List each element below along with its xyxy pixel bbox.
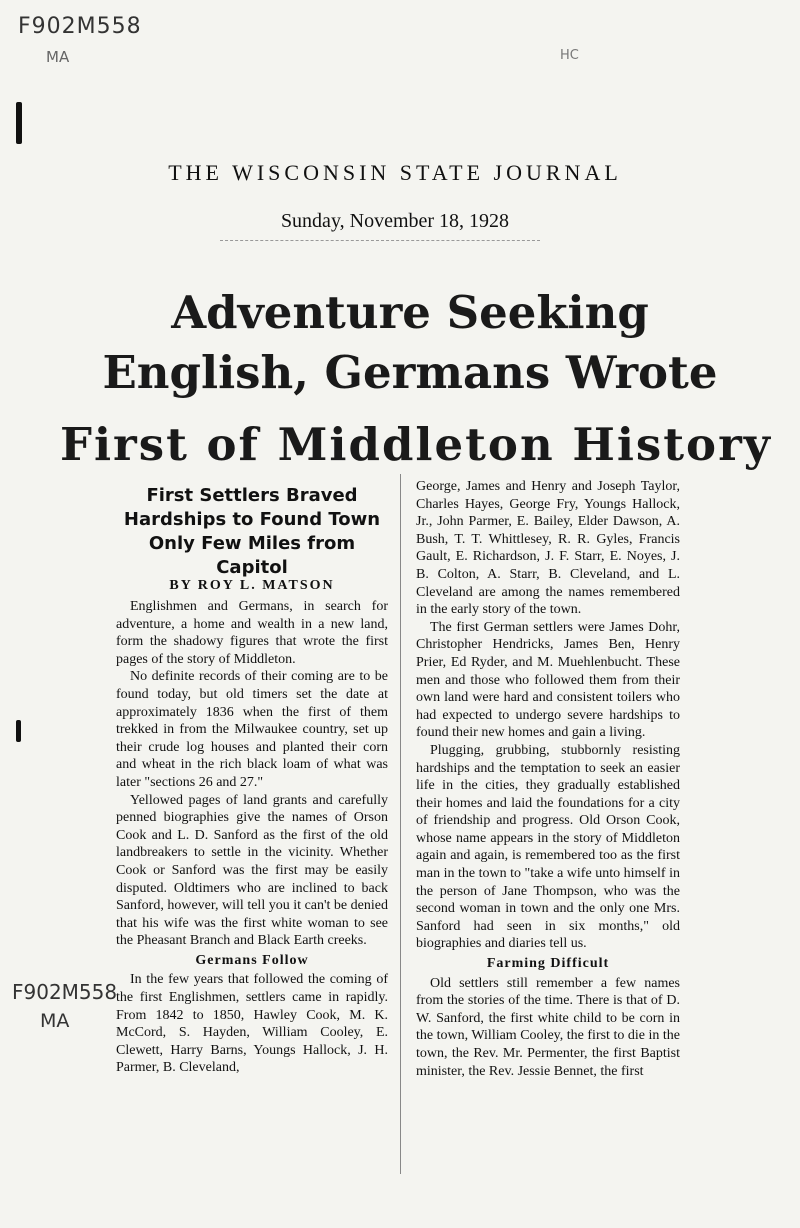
paragraph: Englishmen and Germans, in search for adventure, a home and wealth in a new land, form the shadowy figures that wrote the first pages of the story of Middleton. xyxy=(116,599,388,667)
scan-edge-mark xyxy=(16,720,21,742)
headline-line-1: Adventure Seeking xyxy=(171,286,649,339)
publication-date: Sunday, November 18, 1928 xyxy=(280,210,510,232)
paragraph: Yellowed pages of land grants and carefully penned biographies give the names of Orson Cook and L. D. Sanford as the first of the old landbreakers to settle in the vicinity. Whether Cook or Sanford was the first may be easily disputed. Oldtimers who are inclined to back Sanford, however, will tell you it can't be denied that his wife was the first white woman to see the Pheasant Branch and Black Earth creeks. xyxy=(116,792,388,949)
paragraph: Plugging, grubbing, stubbornly resisting hardships and the temptation to seek an easier life in the cities, they gradually established their homes and laid the foundations for a city of friendship and progress. Old Orson Cook, whose name appears in the story of Middleton again and again, is remembered too as the first man in the town to "take a wife unto himself in the person of Jane Thompson, who was the second woman in town and the only one Mrs. Sanford had seen in six months," old biographies and diaries tell us. xyxy=(416,742,680,952)
paragraph: In the few years that followed the coming of the first Englishmen, settlers came in rapidly. From 1842 to 1850, Hawley Cook, M. K. McCord, S. Hayden, William Cooley, E. Clewett, Harry Barns, Youngs Hallock, J. H. Parmer, B. Cleveland, xyxy=(116,972,388,1076)
paragraph: The first German settlers were James Dohr, Christopher Hendricks, James Ben, Henry Prier, Ed Ryder, and M. Muehlenbucht. These men and those who followed them from their own land were hard and consistent toilers who had expected to undergo severe hardships to found their new homes and gain a living. xyxy=(416,619,680,741)
newspaper-masthead: THE WISCONSIN STATE JOURNAL xyxy=(168,160,622,185)
paragraph: George, James and Henry and Joseph Taylor, Charles Hayes, George Fry, Youngs Hallock, Jr., John Parmer, E. Bailey, Elder Dawson, A. Bush, T. T. Whittlesey, R. R. Gyles, Francis Gault, E. Richardson, J. F. Starr, E. Noyes, J. B. Colton, A. Starr, B. Cleveland, and L. Cleveland are among the names remembered in the early story of the town. xyxy=(416,479,680,618)
paragraph: No definite records of their coming are to be found today, but old timers set the date at approximately 1836 when the first of them trekked in from the Milwaukee country, set up their crude log houses and planted their corn and wheat in the rich black loam of what was later "sections 26 and 27." xyxy=(116,669,388,790)
section-heading: Germans Follow xyxy=(195,952,309,968)
archive-call-number: F902M558 xyxy=(18,14,142,39)
byline: BY ROY L. MATSON xyxy=(169,578,335,593)
scan-edge-mark xyxy=(16,102,22,144)
archive-sub-code: MA xyxy=(46,48,70,66)
article-column-2 xyxy=(416,478,680,1080)
archive-initials: HC xyxy=(560,48,579,63)
headline-line-3: First of Middleton History xyxy=(60,418,772,471)
archive-margin-call-number: F902M558 xyxy=(12,980,118,1004)
date-underline xyxy=(220,240,540,242)
archive-margin-sub-code: MA xyxy=(40,1010,70,1032)
headline-line-2: English, Germans Wrote xyxy=(102,346,718,399)
section-heading: Farming Difficult xyxy=(486,956,610,972)
subheadline: First Settlers Braved Hardships to Found Town Only Few Miles from Capitol xyxy=(123,485,381,578)
column-rule xyxy=(400,474,401,1174)
article-column-1 xyxy=(116,598,388,1077)
paragraph: Old settlers still remember a few names from the stories of the time. There is that of D. W. Sanford, the first white child to be corn in the town, William Cooley, the first to die in the town, the Rev. Mr. Permenter, the first Baptist minister, the Rev. Jessie Bennet, the first xyxy=(416,975,680,1079)
